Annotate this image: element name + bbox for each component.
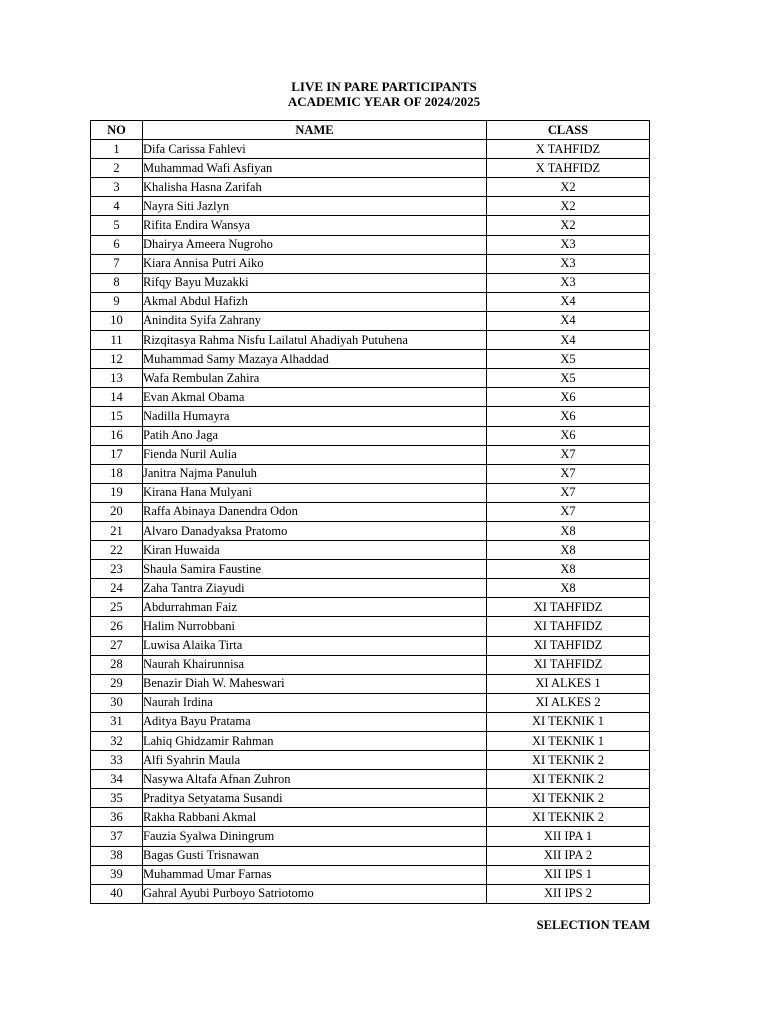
table-row	[91, 865, 650, 884]
participant-name-cell: Fauzia Syalwa Diningrum	[143, 827, 487, 846]
row-number-cell: 28	[91, 655, 143, 674]
table-row	[91, 426, 650, 445]
table-row	[91, 445, 650, 464]
participant-class-cell: XI TAHFIDZ	[487, 655, 650, 674]
table-row	[91, 388, 650, 407]
participant-class-cell: XI TAHFIDZ	[487, 598, 650, 617]
participant-name-cell: Kirana Hana Mulyani	[143, 483, 487, 502]
table-row	[91, 579, 650, 598]
participant-name-cell: Nadilla Humayra	[143, 407, 487, 426]
document-title: LIVE IN PARE PARTICIPANTS	[291, 79, 477, 94]
table-row	[91, 674, 650, 693]
table-row	[91, 464, 650, 483]
table-row	[91, 331, 650, 350]
participant-name-cell: Raffa Abinaya Danendra Odon	[143, 502, 487, 521]
row-number-cell: 5	[91, 216, 143, 235]
row-number-cell: 23	[91, 560, 143, 579]
row-number-cell: 10	[91, 311, 143, 330]
table-row	[91, 273, 650, 292]
table-row	[91, 846, 650, 865]
participant-name-cell: Benazir Diah W. Maheswari	[143, 674, 487, 693]
header-row	[91, 121, 650, 140]
table-row	[91, 827, 650, 846]
participant-class-cell: X4	[487, 331, 650, 350]
participant-name-cell: Rifqy Bayu Muzakki	[143, 273, 487, 292]
participant-class-cell: XI TEKNIK 2	[487, 789, 650, 808]
participant-class-cell: XII IPA 1	[487, 827, 650, 846]
row-number-cell: 13	[91, 369, 143, 388]
table-row	[91, 235, 650, 254]
header-no: NO	[91, 121, 143, 140]
participant-class-cell: X7	[487, 445, 650, 464]
participant-class-cell: X8	[487, 579, 650, 598]
participant-class-cell: XI ALKES 1	[487, 674, 650, 693]
row-number-cell: 2	[91, 159, 143, 178]
participant-name-cell: Khalisha Hasna Zarifah	[143, 178, 487, 197]
participant-class-cell: X6	[487, 426, 650, 445]
table-row	[91, 254, 650, 273]
row-number-cell: 27	[91, 636, 143, 655]
participant-class-cell: XII IPS 2	[487, 884, 650, 903]
participant-name-cell: Janitra Najma Panuluh	[143, 464, 487, 483]
participant-name-cell: Zaha Tantra Ziayudi	[143, 579, 487, 598]
table-row	[91, 808, 650, 827]
table-row	[91, 178, 650, 197]
header-class: CLASS	[487, 121, 650, 140]
participant-class-cell: X8	[487, 560, 650, 579]
row-number-cell: 19	[91, 483, 143, 502]
table-row	[91, 884, 650, 903]
row-number-cell: 33	[91, 751, 143, 770]
participant-class-cell: X5	[487, 350, 650, 369]
participant-class-cell: XI TEKNIK 1	[487, 712, 650, 731]
participant-name-cell: Dhairya Ameera Nugroho	[143, 235, 487, 254]
participant-class-cell: X5	[487, 369, 650, 388]
participant-name-cell: Evan Akmal Obama	[143, 388, 487, 407]
participant-class-cell: X2	[487, 216, 650, 235]
participant-name-cell: Akmal Abdul Hafizh	[143, 292, 487, 311]
participant-class-cell: XII IPS 1	[487, 865, 650, 884]
participant-name-cell: Praditya Setyatama Susandi	[143, 789, 487, 808]
table-row	[91, 216, 650, 235]
participant-name-cell: Fienda Nuril Aulia	[143, 445, 487, 464]
participants-table	[90, 120, 650, 904]
participant-class-cell: X8	[487, 541, 650, 560]
table-row	[91, 693, 650, 712]
table-row	[91, 292, 650, 311]
participant-name-cell: Rizqitasya Rahma Nisfu Lailatul Ahadiyah Putuhena	[143, 331, 487, 350]
row-number-cell: 15	[91, 407, 143, 426]
row-number-cell: 8	[91, 273, 143, 292]
row-number-cell: 18	[91, 464, 143, 483]
participant-class-cell: X7	[487, 464, 650, 483]
participant-name-cell: Abdurrahman Faiz	[143, 598, 487, 617]
row-number-cell: 4	[91, 197, 143, 216]
row-number-cell: 40	[91, 884, 143, 903]
table-row	[91, 502, 650, 521]
table-row	[91, 617, 650, 636]
participant-name-cell: Nasywa Altafa Afnan Zuhron	[143, 770, 487, 789]
table-row	[91, 751, 650, 770]
table-row	[91, 407, 650, 426]
participant-class-cell: X2	[487, 197, 650, 216]
participant-class-cell: XI TEKNIK 1	[487, 732, 650, 751]
participant-class-cell: X3	[487, 235, 650, 254]
row-number-cell: 34	[91, 770, 143, 789]
participant-name-cell: Alfi Syahrin Maula	[143, 751, 487, 770]
participant-name-cell: Rifita Endira Wansya	[143, 216, 487, 235]
table-row	[91, 140, 650, 159]
row-number-cell: 25	[91, 598, 143, 617]
row-number-cell: 17	[91, 445, 143, 464]
row-number-cell: 32	[91, 732, 143, 751]
row-number-cell: 37	[91, 827, 143, 846]
participant-name-cell: Patih Ano Jaga	[143, 426, 487, 445]
participant-name-cell: Bagas Gusti Trisnawan	[143, 846, 487, 865]
participant-name-cell: Nayra Siti Jazlyn	[143, 197, 487, 216]
row-number-cell: 39	[91, 865, 143, 884]
participant-name-cell: Muhammad Wafi Asfiyan	[143, 159, 487, 178]
participant-class-cell: XII IPA 2	[487, 846, 650, 865]
signature-label: SELECTION TEAM	[536, 918, 650, 932]
participant-name-cell: Difa Carissa Fahlevi	[143, 140, 487, 159]
participant-name-cell: Aditya Bayu Pratama	[143, 712, 487, 731]
table-row	[91, 197, 650, 216]
table-row	[91, 483, 650, 502]
participant-class-cell: X4	[487, 311, 650, 330]
table-row	[91, 732, 650, 751]
table-row	[91, 770, 650, 789]
participant-name-cell: Halim Nurrobbani	[143, 617, 487, 636]
participant-class-cell: X4	[487, 292, 650, 311]
participant-class-cell: XI TEKNIK 2	[487, 808, 650, 827]
table-row	[91, 655, 650, 674]
row-number-cell: 26	[91, 617, 143, 636]
participant-class-cell: XI TEKNIK 2	[487, 770, 650, 789]
row-number-cell: 1	[91, 140, 143, 159]
row-number-cell: 31	[91, 712, 143, 731]
participant-name-cell: Rakha Rabbani Akmal	[143, 808, 487, 827]
row-number-cell: 21	[91, 521, 143, 540]
header-name: NAME	[143, 121, 487, 140]
participant-name-cell: Muhammad Umar Farnas	[143, 865, 487, 884]
row-number-cell: 22	[91, 541, 143, 560]
row-number-cell: 30	[91, 693, 143, 712]
participant-name-cell: Muhammad Samy Mazaya Alhaddad	[143, 350, 487, 369]
participant-class-cell: XI ALKES 2	[487, 693, 650, 712]
table-row	[91, 636, 650, 655]
row-number-cell: 6	[91, 235, 143, 254]
participant-name-cell: Kiran Huwaida	[143, 541, 487, 560]
row-number-cell: 3	[91, 178, 143, 197]
table-row	[91, 311, 650, 330]
participant-name-cell: Gahral Ayubi Purboyo Satriotomo	[143, 884, 487, 903]
participant-name-cell: Lahiq Ghidzamir Rahman	[143, 732, 487, 751]
participant-name-cell: Wafa Rembulan Zahira	[143, 369, 487, 388]
row-number-cell: 7	[91, 254, 143, 273]
row-number-cell: 29	[91, 674, 143, 693]
participant-name-cell: Kiara Annisa Putri Aiko	[143, 254, 487, 273]
row-number-cell: 9	[91, 292, 143, 311]
participant-class-cell: X8	[487, 521, 650, 540]
document-subtitle: ACADEMIC YEAR OF 2024/2025	[287, 94, 481, 109]
table-row	[91, 369, 650, 388]
row-number-cell: 20	[91, 502, 143, 521]
participant-class-cell: X TAHFIDZ	[487, 159, 650, 178]
table-row	[91, 350, 650, 369]
table-row	[91, 598, 650, 617]
row-number-cell: 36	[91, 808, 143, 827]
participant-name-cell: Alvaro Danadyaksa Pratomo	[143, 521, 487, 540]
table-row	[91, 159, 650, 178]
row-number-cell: 12	[91, 350, 143, 369]
participant-class-cell: XI TEKNIK 2	[487, 751, 650, 770]
participant-name-cell: Shaula Samira Faustine	[143, 560, 487, 579]
table-row	[91, 712, 650, 731]
participant-name-cell: Naurah Khairunnisa	[143, 655, 487, 674]
participant-class-cell: X3	[487, 273, 650, 292]
row-number-cell: 38	[91, 846, 143, 865]
table-row	[91, 789, 650, 808]
participant-class-cell: X6	[487, 388, 650, 407]
participant-class-cell: XI TAHFIDZ	[487, 636, 650, 655]
participant-class-cell: X TAHFIDZ	[487, 140, 650, 159]
participant-class-cell: X6	[487, 407, 650, 426]
participant-class-cell: X7	[487, 483, 650, 502]
row-number-cell: 11	[91, 331, 143, 350]
table-header	[91, 121, 650, 140]
participant-name-cell: Naurah Irdina	[143, 693, 487, 712]
table-row	[91, 560, 650, 579]
row-number-cell: 14	[91, 388, 143, 407]
table-body	[91, 140, 650, 904]
row-number-cell: 35	[91, 789, 143, 808]
participant-class-cell: X2	[487, 178, 650, 197]
table-row	[91, 541, 650, 560]
row-number-cell: 24	[91, 579, 143, 598]
participant-class-cell: XI TAHFIDZ	[487, 617, 650, 636]
participant-name-cell: Luwisa Alaika Tirta	[143, 636, 487, 655]
row-number-cell: 16	[91, 426, 143, 445]
participant-name-cell: Anindita Syifa Zahrany	[143, 311, 487, 330]
participant-class-cell: X3	[487, 254, 650, 273]
table-row	[91, 521, 650, 540]
participant-class-cell: X7	[487, 502, 650, 521]
